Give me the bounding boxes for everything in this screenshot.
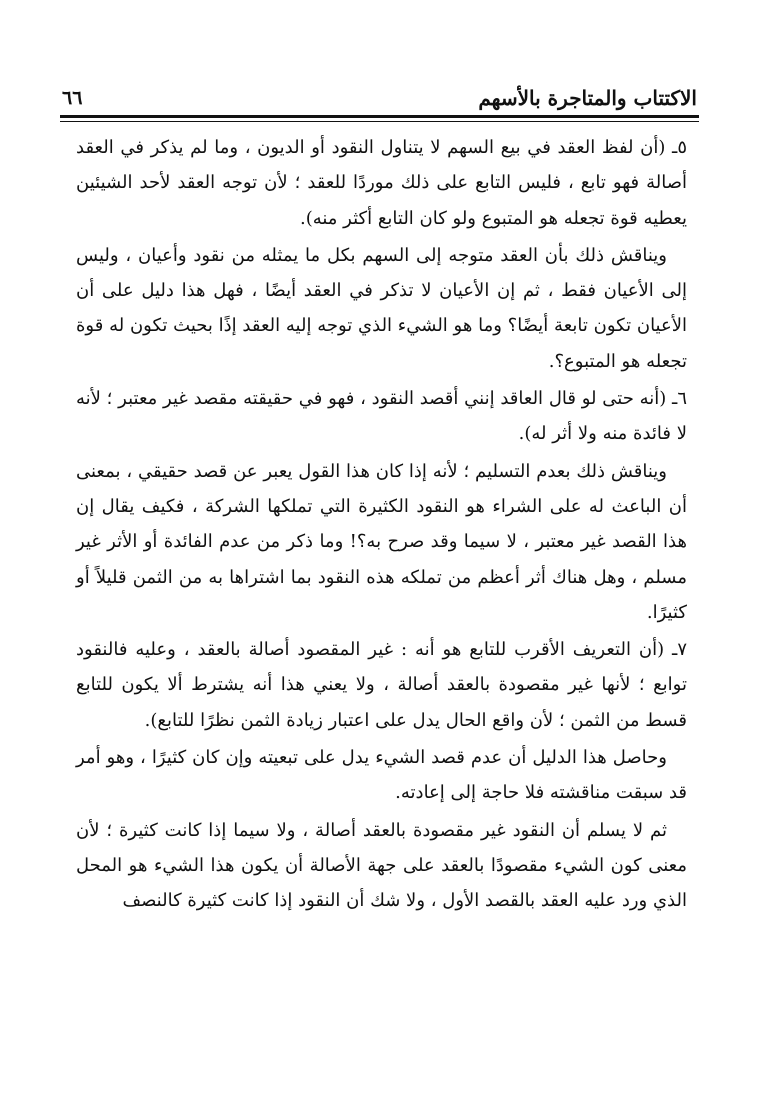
paragraph-discussion-5: ويناقش ذلك بأن العقد متوجه إلى السهم بكل ما يمثله من نقود وأعيان ، وليس إلى الأعيان فقط ، ثم إن الأعيان لا تذكر في العقد أيضًا ، فهل هذا دليل على أن الأعيان تكون تابعة أيضًا؟ وما هو الشيء الذي توجه إليه العقد إذًا بحيث تكون له قوة تجعله هو المتبوع؟. xyxy=(76,244,687,372)
book-title: الاكتتاب والمتاجرة بالأسهم xyxy=(478,86,697,110)
header-rule-thin xyxy=(60,121,699,122)
running-header xyxy=(62,84,697,118)
paragraph-point-6: ٦ـ (أنه حتى لو قال العاقد إنني أقصد النقود ، فهو في حقيقته مقصد غير معتبر ؛ لأنه لا فائدة منه ولا أثر له). xyxy=(76,388,687,445)
header-rule-thick xyxy=(60,115,699,118)
paragraph-point-7: ٧ـ (أن التعريف الأقرب للتابع هو أنه : غير المقصود أصالة بالعقد ، وعليه فالنقود توابع ؛ لأنها غير مقصودة بالعقد أصالة ، ولا يعني هذا أنه يشترط ألا يكون للتابع قسط من الثمن ؛ لأن واقع الحال يدل على اعتبار زيادة الثمن نظرًا للتابع). xyxy=(76,639,687,731)
body-text xyxy=(76,130,687,921)
paragraph-discussion-6: ويناقش ذلك بعدم التسليم ؛ لأنه إذا كان هذا القول يعبر عن قصد حقيقي ، بمعنى أن الباعث له على الشراء هو النقود الكثيرة التي تملكها الشركة ، فكيف يقال إن هذا القصد غير معتبر ، لا سيما وقد صرح به؟! وما ذكر من عدم الفائدة أو الأثر غير مسلم ، وهل هناك أثر أعظم من تملكه هذه النقود بما اشتراها به من الثمن قليلاً أو كثيرًا. xyxy=(76,460,687,623)
paragraph-point-5: ٥ـ (أن لفظ العقد في بيع السهم لا يتناول النقود أو الديون ، وما لم يذكر في العقد أصالة فهو تابع ، فليس التابع على ذلك موردًا للعقد ؛ لأن توجه العقد لأحد الشيئين يعطيه قوة تجعله هو المتبوع ولو كان التابع أكثر منه). xyxy=(76,137,687,229)
paragraph-summary: وحاصل هذا الدليل أن عدم قصد الشيء يدل على تبعيته وإن كان كثيرًا ، وهو أمر قد سبقت مناقشته فلا حاجة إلى إعادته. xyxy=(76,747,687,804)
page-number: ٦٦ xyxy=(62,87,83,109)
paragraph-rebuttal: ثم لا يسلم أن النقود غير مقصودة بالعقد أصالة ، ولا سيما إذا كانت كثيرة ؛ لأن معنى كون الشيء مقصودًا بالعقد على جهة الأصالة أن يكون هذا الشيء هو المحل الذي ورد عليه العقد بالقصد الأول ، ولا شك أن النقود إذا كانت كثيرة كالنصف xyxy=(76,819,687,912)
